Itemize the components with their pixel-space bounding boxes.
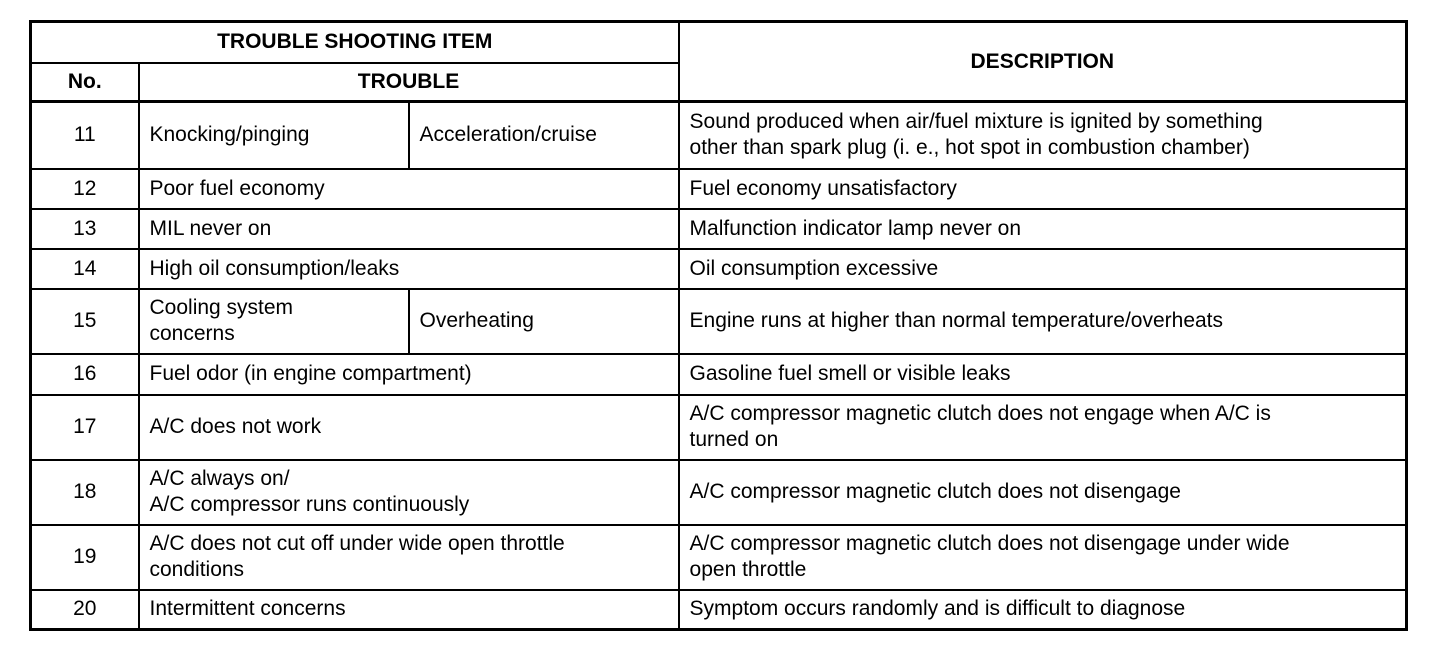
trouble-cell: A/C does not work <box>139 395 679 460</box>
row-number: 17 <box>31 395 139 460</box>
row-number: 18 <box>31 460 139 525</box>
description-line: Gasoline fuel smell or visible leaks <box>689 362 1011 385</box>
trouble-line: A/C compressor runs continuously <box>149 493 470 516</box>
table-row <box>31 249 1407 289</box>
row-number: 14 <box>31 249 139 289</box>
description-line: Malfunction indicator lamp never on <box>689 216 1022 240</box>
row-number: 13 <box>31 209 139 249</box>
no-header: No. <box>31 63 139 102</box>
table-row <box>31 102 1407 169</box>
trouble-cell: MIL never on <box>139 209 679 249</box>
table-row <box>31 289 1407 354</box>
row-number: 11 <box>31 102 139 169</box>
description-cell <box>679 249 1407 289</box>
description-cell <box>679 209 1407 249</box>
trouble-shooting-table <box>29 20 1408 631</box>
trouble-shooting-item-header: TROUBLE SHOOTING ITEM <box>31 22 679 63</box>
trouble-line: conditions <box>149 558 245 581</box>
trouble-cell: Knocking/pinging <box>139 102 409 169</box>
table-row <box>31 525 1407 590</box>
table-row <box>31 209 1407 249</box>
trouble-line: A/C does not cut off under wide open throttle <box>149 532 565 555</box>
condition-cell: Acceleration/cruise <box>409 102 679 169</box>
description-line: Oil consumption excessive <box>689 256 939 280</box>
trouble-cell: Fuel odor (in engine compartment) <box>139 354 679 395</box>
description-cell <box>679 395 1407 460</box>
description-line: A/C compressor magnetic clutch does not engage when A/C is <box>689 402 1271 425</box>
description-cell <box>679 102 1407 169</box>
table-row <box>31 395 1407 460</box>
row-number: 12 <box>31 169 139 209</box>
table-row <box>31 460 1407 525</box>
table-row <box>31 169 1407 209</box>
trouble-header: TROUBLE <box>139 63 679 102</box>
table-row <box>31 354 1407 395</box>
trouble-cell: High oil consumption/leaks <box>139 249 679 289</box>
row-number: 20 <box>31 590 139 630</box>
trouble-cell <box>139 525 679 590</box>
description-cell <box>679 460 1407 525</box>
table-row <box>31 590 1407 630</box>
description-cell <box>679 525 1407 590</box>
description-line: other than spark plug (i. e., hot spot in combustion chamber) <box>689 136 1250 160</box>
trouble-cell <box>139 460 679 525</box>
description-cell <box>679 169 1407 209</box>
trouble-line: Cooling system <box>149 296 294 319</box>
description-cell <box>679 289 1407 354</box>
description-line: turned on <box>689 428 779 451</box>
trouble-line: A/C always on/ <box>149 467 290 490</box>
description-header: DESCRIPTION <box>679 22 1407 102</box>
trouble-cell: Poor fuel economy <box>139 169 679 209</box>
description-line: Symptom occurs randomly and is difficult to diagnose <box>689 597 1186 621</box>
description-line: Fuel economy unsatisfactory <box>689 176 957 200</box>
row-number: 16 <box>31 354 139 395</box>
description-line: A/C compressor magnetic clutch does not disengage <box>689 480 1181 503</box>
trouble-cell: Intermittent concerns <box>139 590 679 630</box>
trouble-line: concerns <box>149 322 235 345</box>
description-line: Sound produced when air/fuel mixture is ignited by something <box>689 110 1263 134</box>
description-cell <box>679 354 1407 395</box>
condition-cell: Overheating <box>409 289 679 354</box>
trouble-cell <box>139 289 409 354</box>
row-number: 19 <box>31 525 139 590</box>
row-number: 15 <box>31 289 139 354</box>
description-line: A/C compressor magnetic clutch does not disengage under wide <box>689 532 1290 555</box>
description-line: Engine runs at higher than normal temperature/overheats <box>689 309 1224 332</box>
header-row-1 <box>31 22 1407 63</box>
description-line: open throttle <box>689 558 807 581</box>
description-cell <box>679 590 1407 630</box>
